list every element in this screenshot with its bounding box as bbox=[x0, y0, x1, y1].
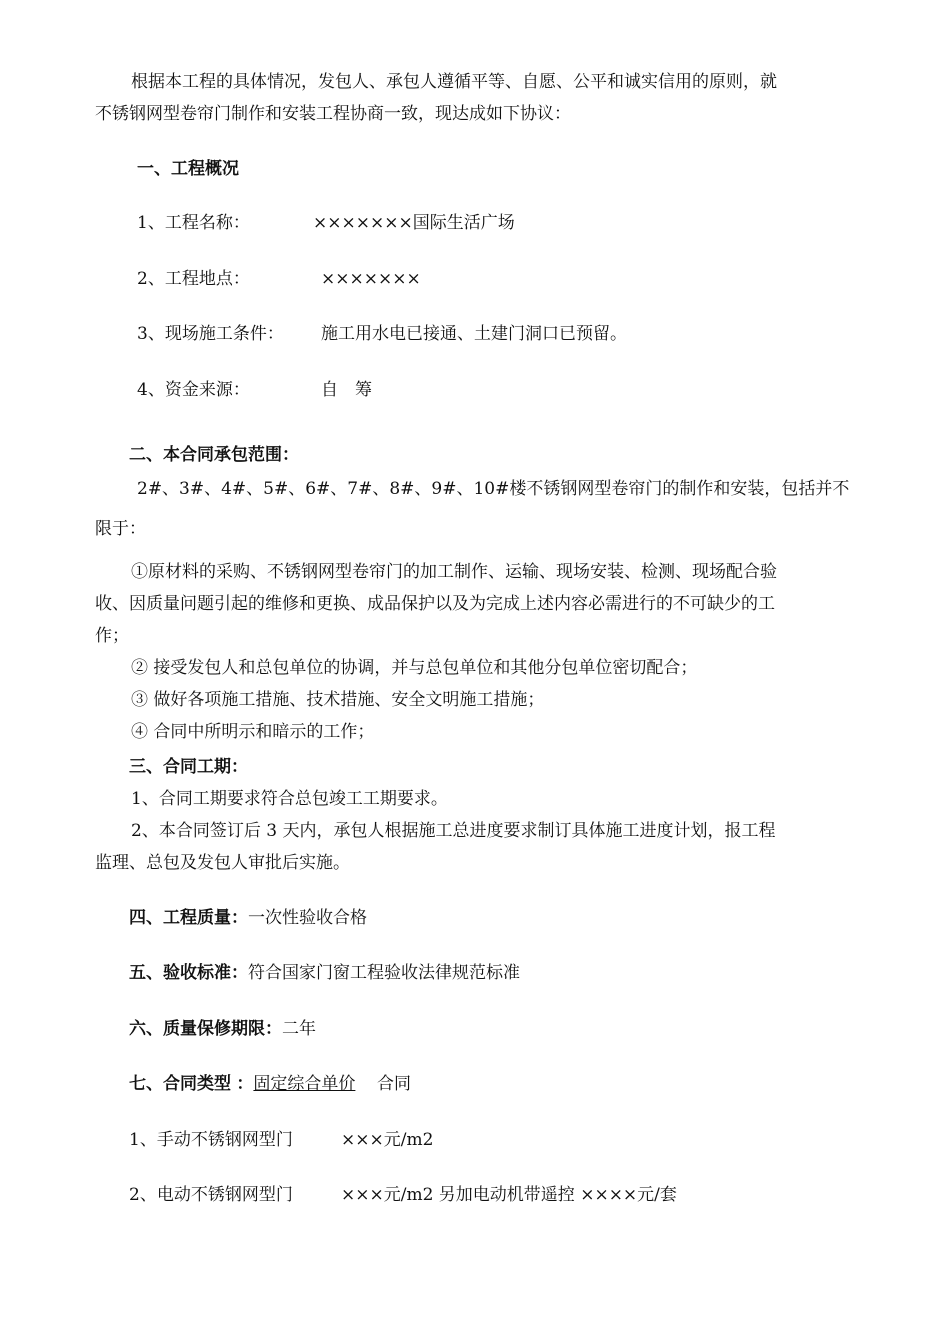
scope-line-2: 限于： bbox=[95, 519, 146, 539]
section-heading-quality: 四、工程质量： bbox=[129, 908, 248, 928]
scope-item-3: ③ 做好各项施工措施、技术措施、安全文明施工措施； bbox=[131, 690, 545, 710]
site-conditions-value: 施工用水电已接通、土建门洞口已预留。 bbox=[321, 324, 627, 344]
acceptance-row bbox=[129, 962, 520, 984]
scope-item-1-line-3: 作； bbox=[95, 626, 129, 646]
intro-line-1: 根据本工程的具体情况，发包人、承包人遵循平等、自愿、公平和诚实信用的原则，就 bbox=[131, 72, 777, 92]
section-heading-warranty: 六、质量保修期限： bbox=[129, 1019, 282, 1039]
quality-row bbox=[129, 907, 367, 929]
price-item-1-label: 1、手动不锈钢网型门 bbox=[129, 1130, 293, 1150]
period-item-2-line-2: 监理、总包及发包人审批后实施。 bbox=[95, 853, 350, 873]
warranty-row bbox=[129, 1018, 316, 1040]
scope-line-1: 2#、3#、4#、5#、6#、7#、8#、9#、10#楼不锈钢网型卷帘门的制作和安装，包括并不 bbox=[137, 479, 850, 499]
scope-item-1-line-1: ①原材料的采购、不锈钢网型卷帘门的加工制作、运输、现场安装、检测、现场配合验 bbox=[131, 562, 777, 582]
contract-type-value: 固定综合单价 bbox=[253, 1074, 356, 1094]
project-location-value: ××××××× bbox=[321, 269, 421, 289]
scope-item-1-line-2: 收、因质量问题引起的维修和更换、成品保护以及为完成上述内容必需进行的不可缺少的工 bbox=[95, 594, 775, 614]
site-conditions-label: 3、现场施工条件： bbox=[137, 324, 284, 344]
section-heading-contract-type: 七、合同类型 bbox=[129, 1074, 231, 1094]
period-item-2-line-1: 2、本合同签订后 3 天内，承包人根据施工总进度要求制订具体施工进度计划，报工程 bbox=[131, 821, 776, 841]
section-heading-overview: 一、工程概况 bbox=[137, 159, 239, 179]
contract-type-colon: ： bbox=[236, 1074, 254, 1094]
funding-source-label: 4、资金来源： bbox=[137, 380, 250, 400]
warranty-value: 二年 bbox=[282, 1019, 316, 1039]
section-heading-period: 三、合同工期： bbox=[129, 757, 248, 777]
project-name-value: ×××××××国际生活广场 bbox=[313, 213, 515, 233]
price-item-1-value: ×××元/m2 bbox=[341, 1130, 434, 1150]
price-item-2-label: 2、电动不锈钢网型门 bbox=[129, 1185, 293, 1205]
contract-type-suffix: 合同 bbox=[377, 1074, 412, 1094]
scope-item-2: ② 接受发包人和总包单位的协调，并与总包单位和其他分包单位密切配合； bbox=[131, 658, 698, 678]
section-heading-scope: 二、本合同承包范围： bbox=[129, 445, 299, 465]
contract-type-row bbox=[129, 1073, 411, 1095]
period-item-1: 1、合同工期要求符合总包竣工工期要求。 bbox=[131, 789, 448, 809]
price-item-2-value: ×××元/m2 另加电动机带遥控 ××××元/套 bbox=[341, 1185, 677, 1205]
quality-value: 一次性验收合格 bbox=[248, 908, 367, 928]
funding-source-value: 自 筹 bbox=[321, 380, 372, 400]
acceptance-value: 符合国家门窗工程验收法律规范标准 bbox=[248, 963, 520, 983]
section-heading-acceptance: 五、验收标准： bbox=[129, 963, 248, 983]
project-location-label: 2、工程地点： bbox=[137, 269, 250, 289]
scope-item-4: ④ 合同中所明示和暗示的工作； bbox=[131, 722, 375, 742]
intro-line-2: 不锈钢网型卷帘门制作和安装工程协商一致，现达成如下协议： bbox=[95, 104, 571, 124]
project-name-label: 1、工程名称： bbox=[137, 213, 250, 233]
